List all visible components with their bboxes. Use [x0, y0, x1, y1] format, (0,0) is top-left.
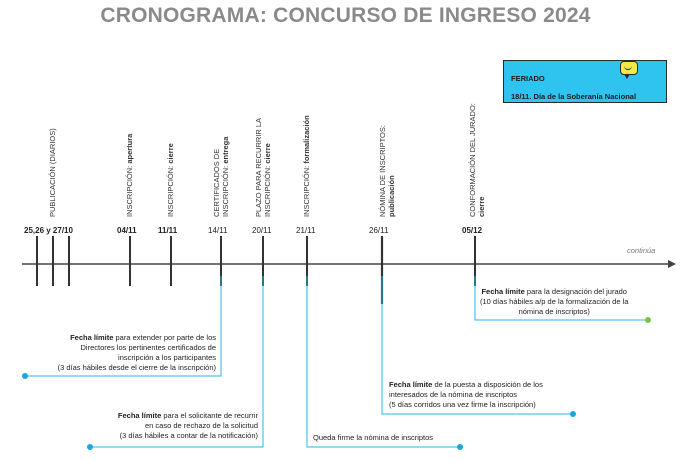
- date-formalizacion: 21/11: [296, 226, 316, 235]
- label-publicacion: PUBLICACIÓN (DIARIOS): [48, 128, 57, 217]
- label-jurado: CONFORMACIÓN DEL JURADO: cierre: [468, 103, 486, 217]
- date-certificados: 14/11: [208, 226, 228, 235]
- note-recurrir: Fecha límite para el solicitante de recurrir en caso de rechazo de la solicitud (3 días hábiles a contar de la notificación): [117, 411, 258, 440]
- note-jurado: Fecha límite para la designación del jurado (10 días hábiles a/p de la formalización de la nómina de inscriptos): [480, 287, 629, 316]
- label-cierre: INSCRIPCIÓN: cierre: [166, 143, 175, 217]
- label-apertura: INSCRIPCIÓN: apertura: [125, 133, 134, 217]
- holiday-heading: FERIADO: [511, 74, 545, 83]
- label-nomina: NÓMINA DE INSCRIPTOS: publicación: [378, 125, 396, 217]
- date-nomina: 26/11: [369, 226, 389, 235]
- date-cierre: 11/11: [158, 226, 178, 235]
- date-recurrir: 20/11: [252, 226, 272, 235]
- note-firme: Queda firme la nómina de inscriptos: [313, 433, 434, 442]
- date-jurado: 05/12: [462, 226, 483, 235]
- label-recurrir: PLAZO PARA RECURRIR LA INSCRIPCIÓN: cierre: [254, 117, 272, 217]
- note-certificados: Fecha límite para extender por parte de los Directores los pertinentes certificados de inscripción a los participantes (3 días hábiles desde el cierre de la inscripción): [57, 333, 216, 372]
- timeline-arrowhead: [668, 260, 676, 268]
- continues-label: continúa: [627, 246, 656, 255]
- note-nomina: Fecha límite de la puesta a disposición de los interesados de la nómina de inscriptos (5 días corridos una vez firme la inscripción): [389, 380, 543, 409]
- dot-nomina: [570, 411, 576, 417]
- date-publicacion: 25,26 y 27/10: [24, 226, 73, 235]
- date-apertura: 04/11: [117, 226, 137, 235]
- dot-recurrir: [87, 444, 93, 450]
- dot-certificados: [22, 373, 28, 379]
- label-certificados: CERTIFICADOS DE INSCRIPCIÓN: entrega: [212, 136, 230, 217]
- connector-firme: [307, 276, 460, 447]
- dot-firme: [457, 444, 463, 450]
- dot-jurado: [645, 317, 651, 323]
- page-title: CRONOGRAMA: CONCURSO DE INGRESO 2024: [100, 4, 591, 27]
- label-formalizacion: INSCRIPCIÓN: formalización: [302, 115, 311, 217]
- holiday-detail: 18/11. Día de la Soberanía Nacional: [511, 92, 637, 101]
